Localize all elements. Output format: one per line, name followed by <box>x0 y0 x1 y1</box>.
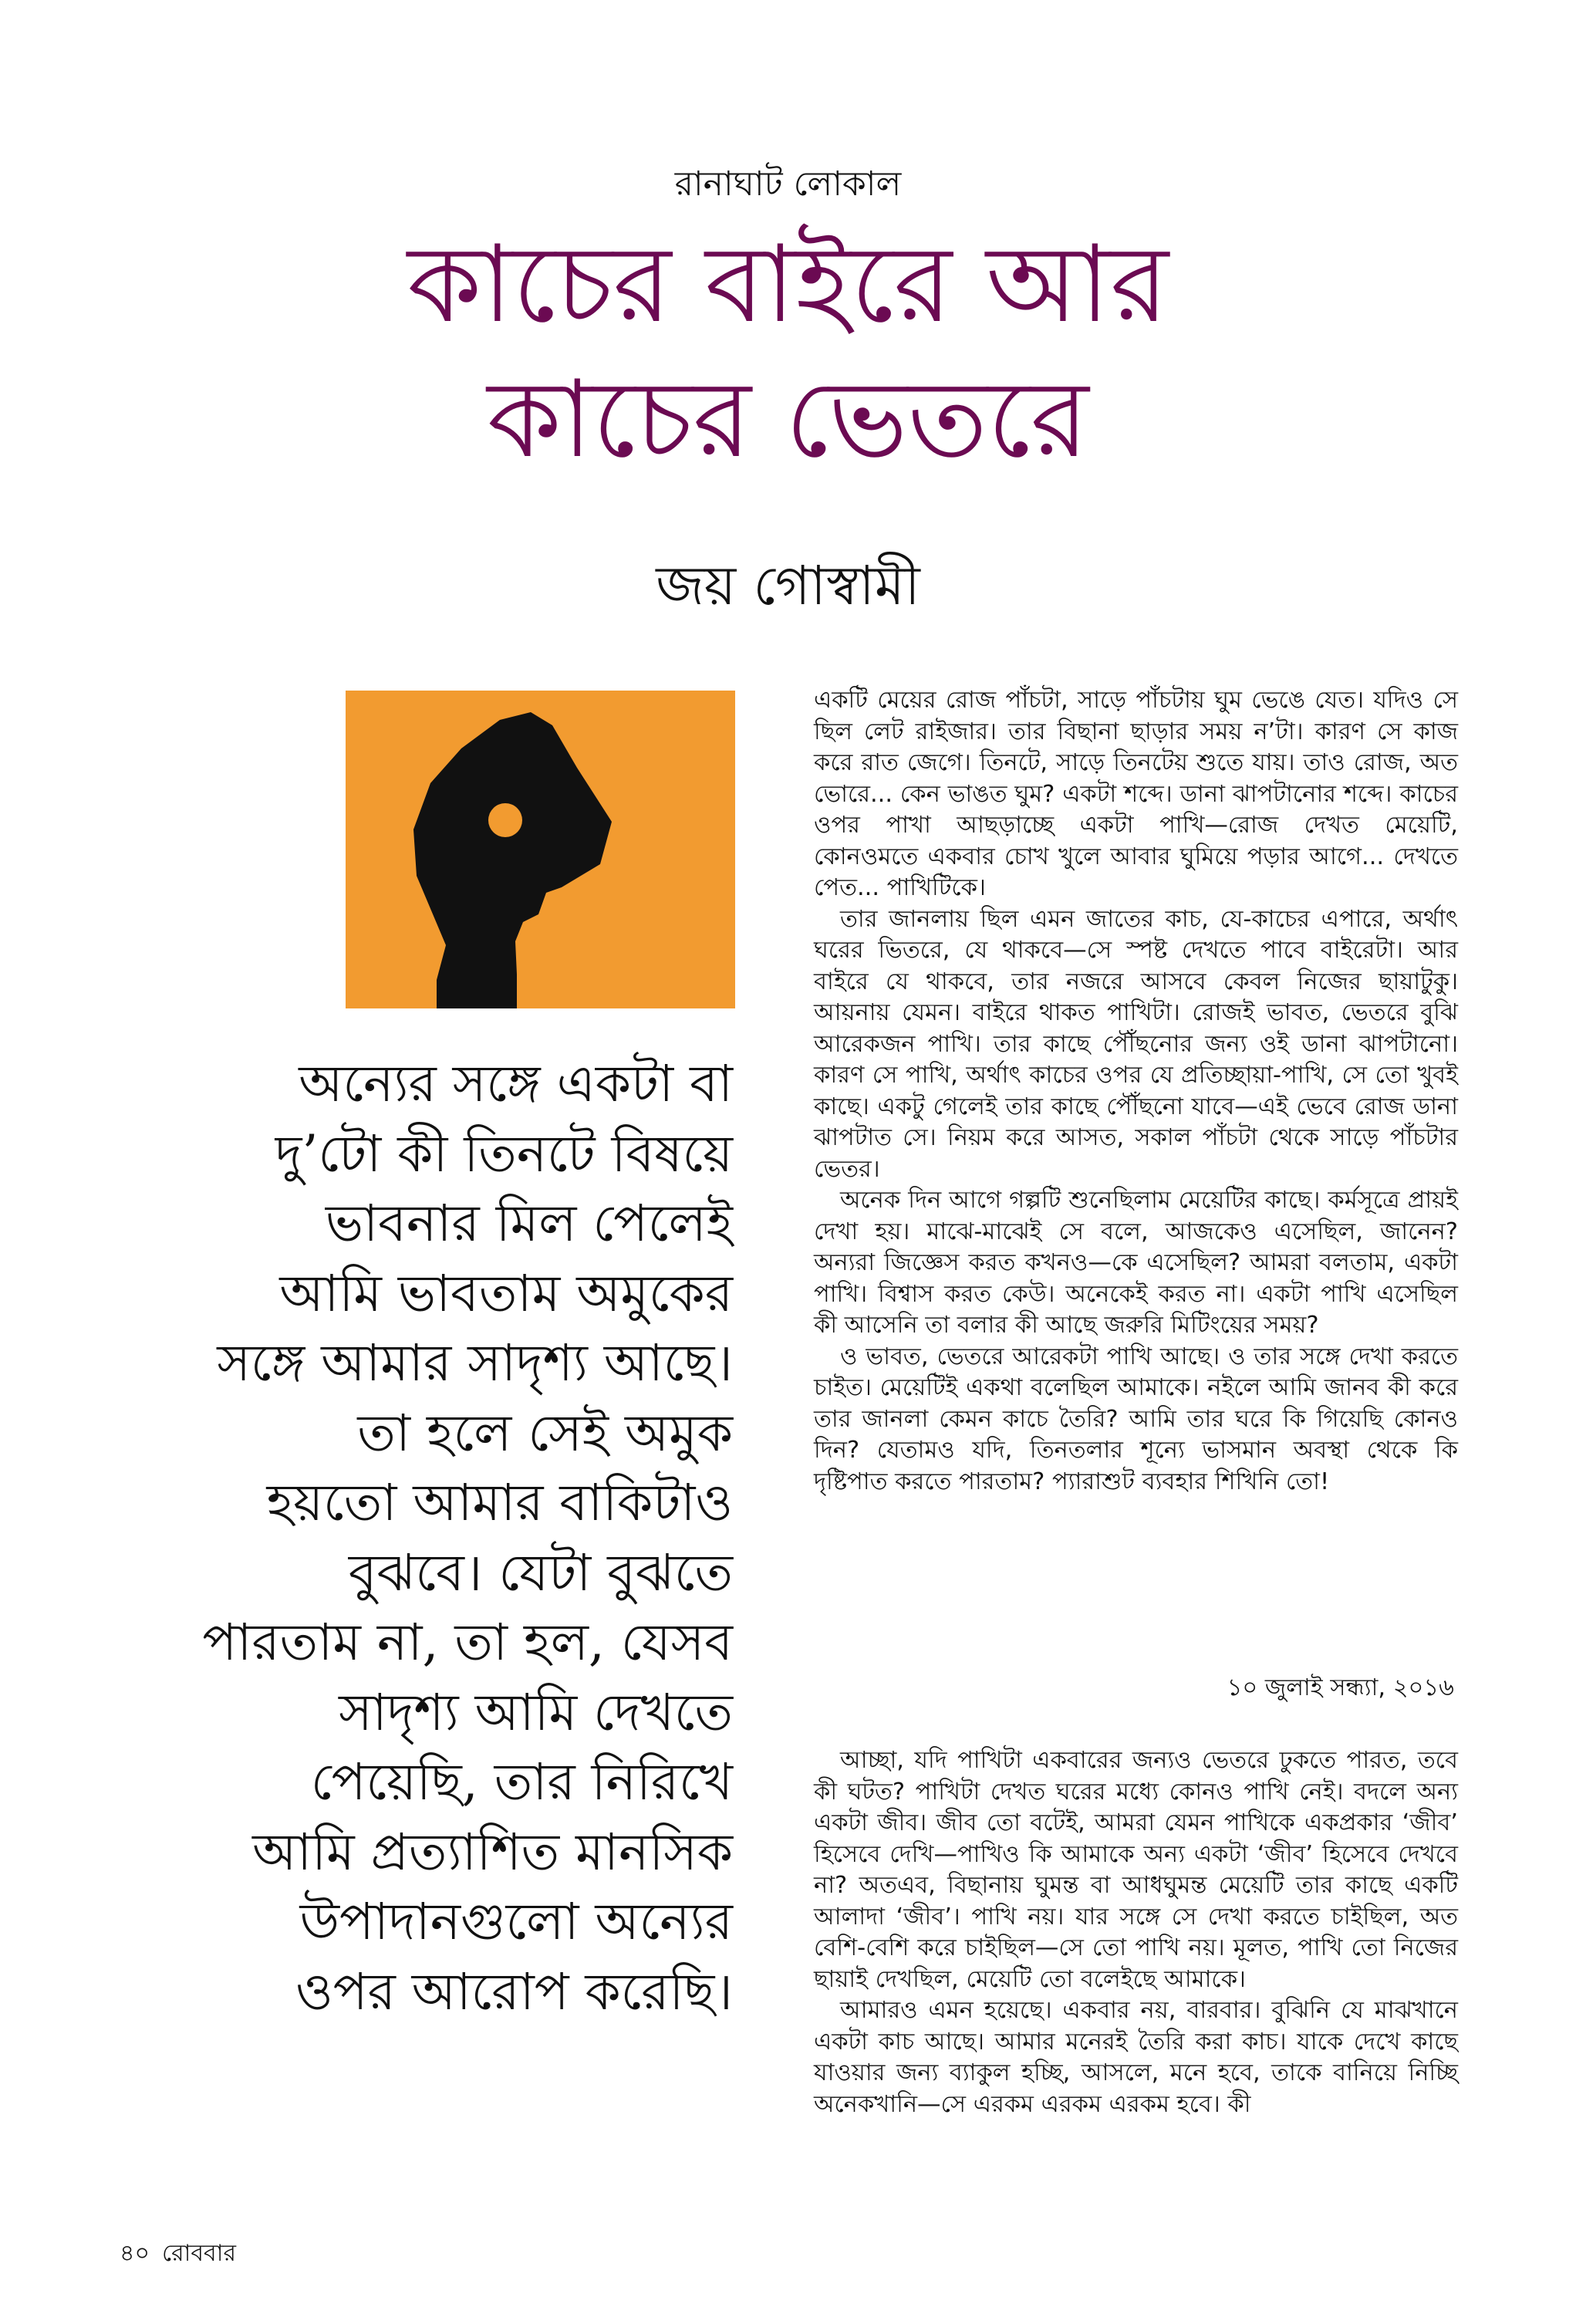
body-column-section-1 <box>814 685 1458 1498</box>
pull-quote-line: ভাবনার মিল পেলেই <box>325 1194 733 1253</box>
eye-hole <box>488 803 522 837</box>
pull-quote-line: আমি ভাবতাম অমুকের <box>279 1263 733 1323</box>
pull-quote-line: সাদৃশ্য আমি দেখতে <box>339 1682 733 1742</box>
body-paragraph: আচ্ছা, যদি পাখিটা একবারের জন্যও ভেতরে ঢুকতে পারত, তবে কী ঘটত? পাখিটা দেখত ঘরের মধ্যে কোনও পাখি নেই। বদলে অন্য একটা জীব। জীব তো বটেই, আমরা যেমন পাখিকে একপ্রকার ‘জীব’ হিসেবে দেখি—পাখিও কি আমাকে অন্য একটা ‘জীব’ হিসেবে দেখবে না? অতএব, বিছানায় ঘুমন্ত বা আধঘুমন্ত মেয়েটি তার কাছে একটি আলাদা ‘জীব’। পাখি নয়। যার সঙ্গে সে দেখা করতে চাইছিল, অত বেশি-বেশি করে চাইছিল—সে তো পাখি নয়। মূলত, পাখি তো নিজের ছায়াই দেখছিল, মেয়েটি তো বলেইছে আমাকে। <box>814 1747 1458 1993</box>
magazine-name: রোববার <box>161 2240 236 2267</box>
body-paragraph: অনেক দিন আগে গল্পটি শুনেছিলাম মেয়েটির কাছে। কর্মসূত্রে প্রায়ই দেখা হয়। মাঝে-মাঝেই সে বলে, আজকেও এসেছিল, জানেন? অন্যরা জিজ্ঞেস করত কখনও—কে এসেছিল? আমরা বলতাম, একটা পাখি। বিশ্বাস করত কেউ। অনেকেই করত না। একটা পাখি এসেছিল কী আসেনি তা বলার কী আছে জরুরি মিটিংয়ের সময়? <box>814 1187 1458 1339</box>
title-line-2: কাচের ভেতরে <box>487 357 1089 481</box>
page-footer <box>120 2234 236 2274</box>
pull-quote-line: সঙ্গে আমার সাদৃশ্য আছে। <box>217 1333 733 1393</box>
dateline: ১০ জুলাই সন্ধ্যা, ২০১৬ <box>1227 1674 1454 1701</box>
pull-quote-line: আমি প্রত্যাশিত মানসিক <box>252 1822 733 1882</box>
body-paragraph: আমারও এমন হয়েছে। একবার নয়, বারবার। বুঝিনি যে মাঝখানে একটা কাচ আছে। আমার মনেরই তৈরি করা কাচ। যাকে দেখে কাছে যাওয়ার জন্য ব্যাকুল হচ্ছি, আসলে, মনে হবে, তাকে বানিয়ে নিচ্ছি অনেকখানি—সে এরকম এরকম এরকম হবে। কী <box>814 1997 1458 2118</box>
body-paragraph: ও ভাবত, ভেতরে আরেকটা পাখি আছে। ও তার সঙ্গে দেখা করতে চাইত। মেয়েটিই একথা বলেছিল আমাকে। নইলে আমি জানব কী করে তার জানলা কেমন কাচে তৈরি? আমি তার ঘরে কি গিয়েছি কোনও দিন? যেতামও যদি, তিনতলার শূন্যে ভাসমান অবস্থা থেকে কি দৃষ্টিপাত করতে পারতাম? প্যারাশুট ব্যবহার শিখিনি তো! <box>814 1343 1458 1495</box>
pull-quote-line: পারতাম না, তা হল, যেসব <box>202 1613 733 1672</box>
pull-quote-line: উপাদানগুলো অন্যের <box>299 1892 733 1951</box>
pull-quote-line: পেয়েছি, তার নিরিখে <box>310 1752 733 1812</box>
pull-quote-line: বুঝবে। যেটা বুঝতে <box>348 1542 733 1603</box>
pull-quote-line: অন্যের সঙ্গে একটা বা <box>299 1054 733 1113</box>
pull-quote-line: তা হলে সেই অমুক <box>357 1403 733 1463</box>
pull-quote-line: হয়তো আমার বাকিটাও <box>266 1473 733 1532</box>
body-paragraph: একটি মেয়ের রোজ পাঁচটা, সাড়ে পাঁচটায় ঘুম ভেঙে যেত। যদিও সে ছিল লেট রাইজার। তার বিছানা ছাড়ার সময় ন’টা। কারণ সে কাজ করে রাত জেগে। তিনটে, সাড়ে তিনটেয় শুতে যায়। তাও রোজ, অত ভোরে... কেন ভাঙত ঘুম? একটা শব্দে। ডানা ঝাপটানোর শব্দে। কাচের ওপর পাখা আছড়াচ্ছে একটা পাখি—রোজ দেখত মেয়েটি, কোনওমতে একবার চোখ খুলে আবার ঘুমিয়ে পড়ার আগে... দেখতে পেত... পাখিটিকে। <box>814 687 1458 901</box>
body-paragraph: তার জানলায় ছিল এমন জাতের কাচ, যে-কাচের এপারে, অর্থাৎ ঘরের ভিতরে, যে থাকবে—সে স্পষ্ট দেখতে পাবে বাইরেটা। আর বাইরে যে থাকবে, তার নজরে আসবে কেবল নিজের ছায়াটুকু। আয়নায় যেমন। বাইরে থাকত পাখিটা। রোজই ভাবত, ভেতরে বুঝি আরেকজন পাখি। তার কাছে পৌঁছনোর জন্য ওই ডানা ঝাপটানো। কারণ সে পাখি, অর্থাৎ কাচের ওপর যে প্রতিচ্ছায়া-পাখি, সে তো খুবই কাছে। একটু গেলেই তার কাছে পৌঁছনো যাবে—এই ভেবে রোজ ডানা ঝাপটাত সে। নিয়ম করে আসত, সকাল পাঁচটা থেকে সাড়ে পাঁচটার ভেতর। <box>814 905 1458 1183</box>
pull-quote <box>116 1049 733 2027</box>
kicker: রানাঘাট লোকাল <box>674 164 902 204</box>
illustration <box>346 691 735 1008</box>
pull-quote-line: ওপর আরোপ করেছি। <box>295 1961 733 2022</box>
author-byline: জয় গোস্বামী <box>656 554 920 617</box>
pull-quote-line: দু’টো কী তিনটে বিষয়ে <box>275 1123 733 1184</box>
body-column-section-2 <box>814 1745 1458 2120</box>
page-number: ৪০ <box>120 2240 150 2267</box>
title-line-1: কাচের বাইরে আর <box>407 222 1169 346</box>
